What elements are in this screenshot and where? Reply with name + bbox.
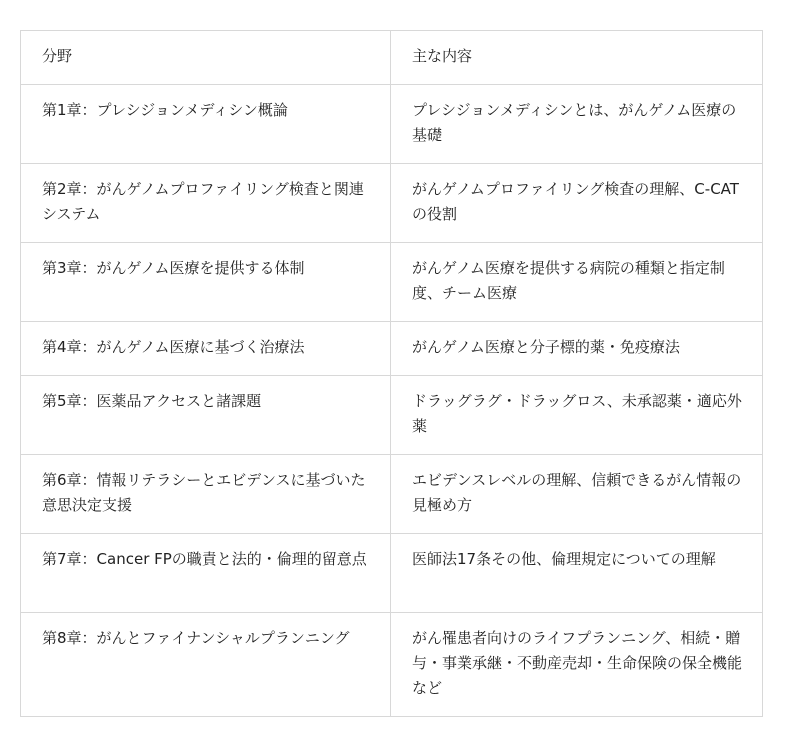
table-row [21, 164, 763, 243]
row-content: がんゲノム医療と分子標的薬・免疫療法 [391, 322, 763, 376]
row-field: 第3章：がんゲノム医療を提供する体制 [21, 243, 391, 322]
table-row [21, 613, 763, 717]
row-field: 第1章：プレシジョンメディシン概論 [21, 85, 391, 164]
row-content: がんゲノム医療を提供する病院の種類と指定制度、チーム医療 [391, 243, 763, 322]
table-row [21, 322, 763, 376]
table-row [21, 534, 763, 613]
row-field: 第7章：Cancer FPの職責と法的・倫理的留意点 [21, 534, 391, 613]
row-field: 第5章：医薬品アクセスと諸課題 [21, 376, 391, 455]
table-row [21, 376, 763, 455]
row-field: 第4章：がんゲノム医療に基づく治療法 [21, 322, 391, 376]
table-row [21, 243, 763, 322]
header-content: 主な内容 [391, 31, 763, 85]
chapter-table [20, 30, 763, 717]
row-field: 第6章：情報リテラシーとエビデンスに基づいた意思決定支援 [21, 455, 391, 534]
row-content: プレシジョンメディシンとは、がんゲノム医療の基礎 [391, 85, 763, 164]
row-content: 医師法17条その他、倫理規定についての理解 [391, 534, 763, 613]
table-row [21, 455, 763, 534]
row-field: 第8章：がんとファイナンシャルプランニング [21, 613, 391, 717]
table-header-row [21, 31, 763, 85]
row-content: エビデンスレベルの理解、信頼できるがん情報の見極め方 [391, 455, 763, 534]
row-content: ドラッグラグ・ドラッグロス、未承認薬・適応外薬 [391, 376, 763, 455]
row-content: がんゲノムプロファイリング検査の理解、C-CATの役割 [391, 164, 763, 243]
row-content: がん罹患者向けのライフプランニング、相続・贈与・事業承継・不動産売却・生命保険の保全機能など [391, 613, 763, 717]
header-field: 分野 [21, 31, 391, 85]
table-row [21, 85, 763, 164]
row-field: 第2章：がんゲノムプロファイリング検査と関連システム [21, 164, 391, 243]
